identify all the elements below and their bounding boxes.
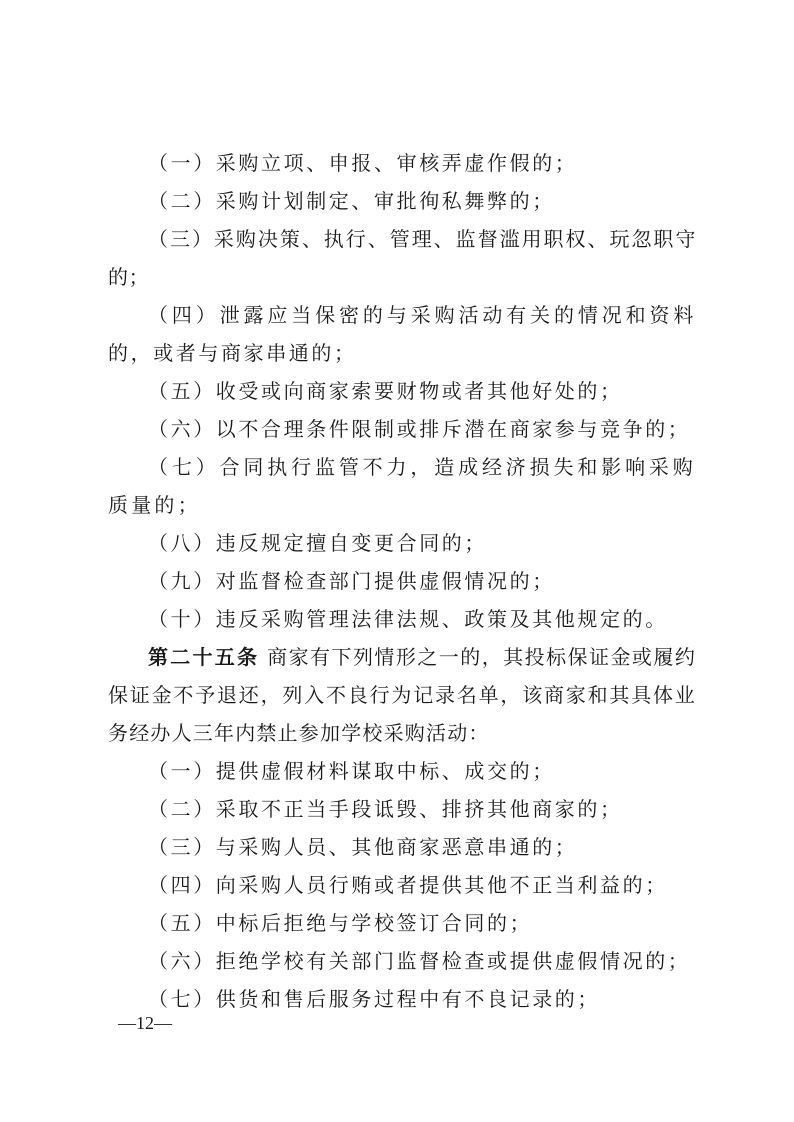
page-content <box>108 144 696 1018</box>
list-item-a9: （九）对监督检查部门提供虚假情况的； <box>148 569 555 593</box>
article-heading: 第二十五条 <box>148 645 260 669</box>
list-item-a8: （八）违反规定擅自变更合同的； <box>148 531 487 555</box>
list-item-a1: （一）采购立项、申报、审核弄虚作假的； <box>148 151 578 175</box>
list-item-b6: （六）拒绝学校有关部门监督检查或提供虚假情况的； <box>148 949 691 973</box>
list-item-b2: （二）采取不正当手段诋毁、排挤其他商家的； <box>148 797 623 821</box>
list-item-a4: （四）泄露应当保密的与采购活动有关的情况和资料的，或者与商家串通的； <box>108 303 696 365</box>
article-25-paragraph <box>108 638 696 752</box>
list-item-b3: （三）与采购人员、其他商家恶意串通的； <box>148 835 578 859</box>
page-number: —12— <box>118 1013 172 1033</box>
list-item-a10: （十）违反采购管理法律法规、政策及其他规定的。 <box>148 607 668 631</box>
article-text: 商家有下列情形之一的，其投标保证金或履约保证金不予退还，列入不良行为记录名单，该商家和其具体业务经办人三年内禁止参加学校采购活动： <box>108 645 697 745</box>
list-item-b1: （一）提供虚假材料谋取中标、成交的； <box>148 759 555 783</box>
list-item-a3: （三）采购决策、执行、管理、监督滥用职权、玩忽职守的； <box>108 227 696 289</box>
list-item-a6: （六）以不合理条件限制或排斥潜在商家参与竞争的； <box>148 417 691 441</box>
list-item-a2: （二）采购计划制定、审批徇私舞弊的； <box>148 189 555 213</box>
list-item-b7: （七）供货和售后服务过程中有不良记录的； <box>148 987 600 1011</box>
list-item-a7: （七）合同执行监管不力，造成经济损失和影响采购质量的； <box>108 455 696 517</box>
list-item-b4: （四）向采购人员行贿或者提供其他不正当利益的； <box>148 873 668 897</box>
list-item-b5: （五）中标后拒绝与学校签订合同的； <box>148 911 533 935</box>
list-item-a5: （五）收受或向商家索要财物或者其他好处的； <box>148 379 623 403</box>
